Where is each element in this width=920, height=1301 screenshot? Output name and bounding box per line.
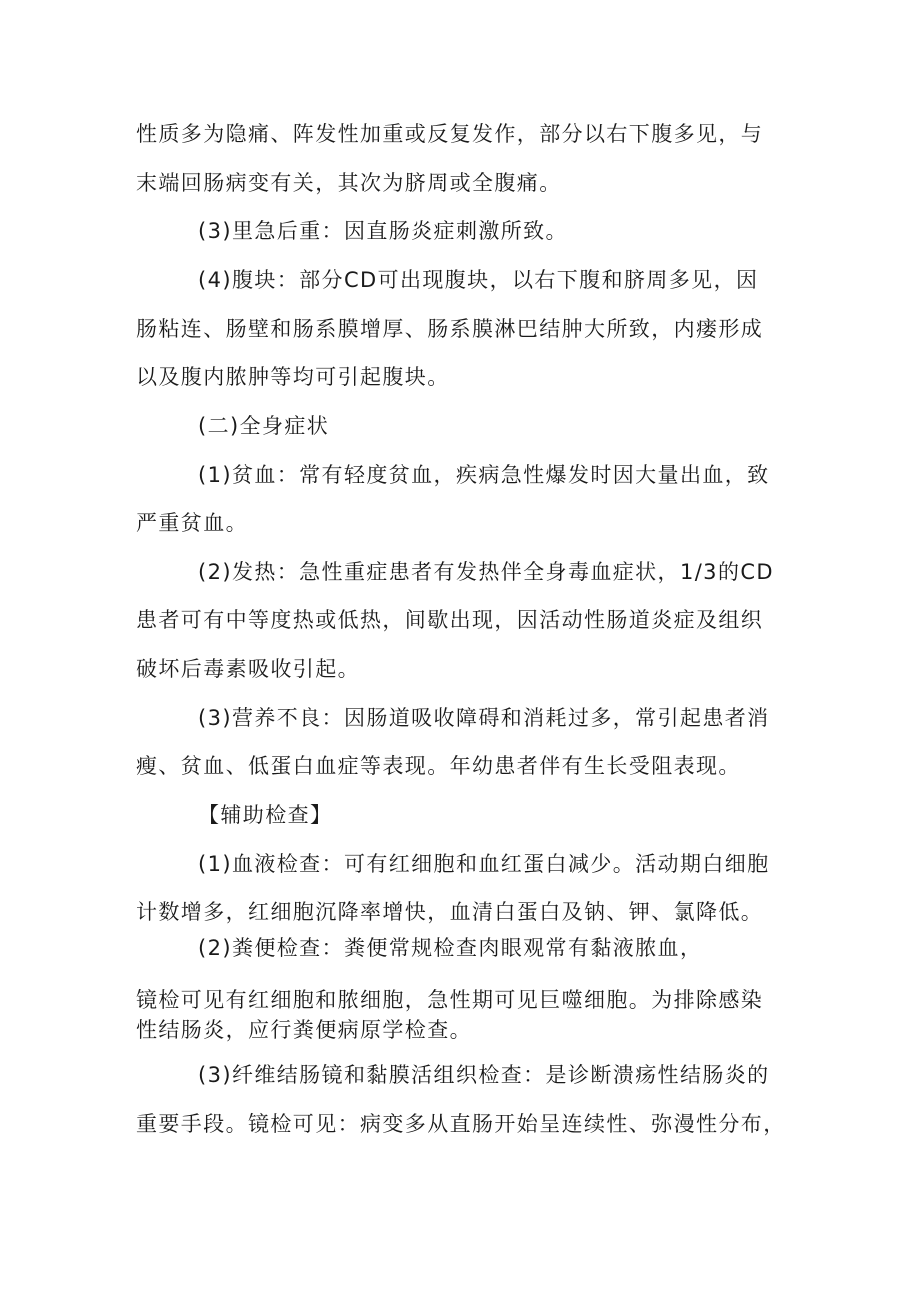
text-line: (2)发热：急性重症患者有发热伴全身毒血症状，1/3的CD: [198, 560, 774, 584]
text-line: 性结肠炎，应行粪便病原学检查。: [136, 1018, 472, 1042]
text-line: (2)粪便检查：粪便常规检查肉眼观常有黏液脓血，: [198, 936, 703, 960]
text-line: 重要手段。镜检可见：病变多从直肠开始呈连续性、弥漫性分布，: [136, 1112, 786, 1136]
text-line: 末端回肠病变有关，其次为脐周或全腹痛。: [136, 171, 562, 195]
text-line: (1)血液检查：可有红细胞和血红蛋白减少。活动期白细胞: [198, 852, 770, 876]
text-line: (1)贫血：常有轻度贫血，疾病急性爆发时因大量出血，致: [198, 463, 770, 487]
section-heading: 【辅助检查】: [198, 803, 333, 827]
text-line: (3)营养不良：因肠道吸收障碍和消耗过多，常引起患者消: [198, 706, 770, 730]
text-line: 肠粘连、肠壁和肠系膜增厚、肠系膜淋巴结肿大所致，内瘘形成: [136, 317, 764, 341]
text-line: (3)里急后重：因直肠炎症刺激所致。: [198, 219, 568, 243]
text-line: 性质多为隐痛、阵发性加重或反复发作，部分以右下腹多见，与: [136, 122, 764, 146]
text-line: 严重贫血。: [136, 511, 248, 535]
text-line: 瘦、贫血、低蛋白血症等表现。年幼患者伴有生长受阻表现。: [136, 754, 741, 778]
text-line: 患者可有中等度热或低热，间歇出现，因活动性肠道炎症及组织: [136, 608, 764, 632]
text-line: 以及腹内脓肿等均可引起腹块。: [136, 365, 450, 389]
text-line: (3)纤维结肠镜和黏膜活组织检查：是诊断溃疡性结肠炎的: [198, 1063, 770, 1087]
text-line: 计数增多，红细胞沉降率增快，血清白蛋白及钠、钾、氯降低。: [136, 900, 764, 924]
text-line: 破坏后毒素吸收引起。: [136, 657, 360, 681]
text-line: (4)腹块：部分CD可出现腹块，以右下腹和脐周多见，因: [198, 268, 759, 292]
text-line: 镜检可见有红细胞和脓细胞，急性期可见巨噬细胞。为排除感染: [136, 988, 764, 1012]
section-heading: (二)全身症状: [198, 414, 330, 438]
